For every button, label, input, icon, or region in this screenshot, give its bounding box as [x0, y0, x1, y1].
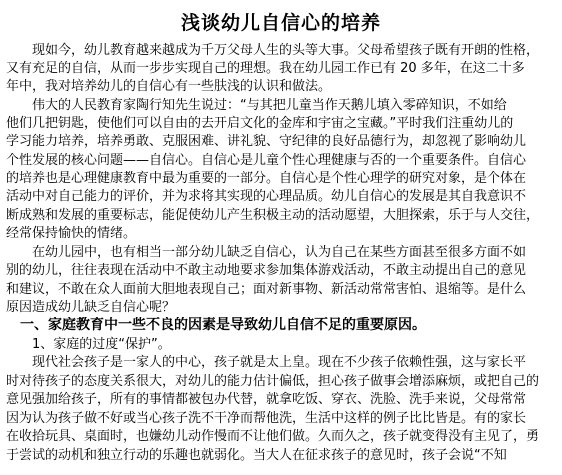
paragraph-line: 伟大的人民教育家陶行知先生说过：“与其把儿童当作天鹅儿填入零碎知识，不如给 — [6, 98, 507, 113]
paragraph-line: 于尝试的动机和独立行动的乐趣也就弱化。当大人在征求孩子的意见时，孩子会说“不知 — [6, 448, 507, 463]
paragraph-line: 学习能力培养，培养勇敢、克服困难、讲礼貌、守纪律的良好品德行为，却忽视了影响幼儿 — [6, 134, 527, 149]
paragraph-line: 在幼儿园中，也有相当一部分幼儿缺乏自信心，认为自己在某些方面甚至很多方面不如 — [6, 245, 527, 260]
paragraph-line: 他们几把钥匙，使他们可以自由的去开启文化的金库和宇宙之宝藏。”平时我们注重幼儿的 — [6, 116, 514, 131]
paragraph-line: 活动中对自己能力的评价，并为求将其实现的心理品质。幼儿自信心的发展是其自我意识不 — [6, 189, 527, 204]
paragraph-line: 的培养也是心理健康教育中最为重要的一部分。自信心是个性心理学的研究对象，是个体在 — [6, 171, 527, 186]
paragraph-line: 意见强加给孩子，所有的事情都被包办代替，就拿吃饭、穿衣、洗脸、洗手来说，父母常常 — [6, 392, 527, 407]
section-heading: 一、家庭教育中一些不良的因素是导致幼儿自信不足的重要原因。 — [6, 317, 426, 333]
paragraph-line: 在收拾玩具、桌面时，也嫌幼儿动作慢而不让他们做。久而久之，孩子就变得没有主见了，勇 — [6, 429, 540, 444]
paragraph-line: 又有充足的自信，从而一步步实现自己的理想。我在幼儿园工作已有 20 多年，在这二十多 — [6, 61, 525, 76]
paragraph-line: 年中，我对培养幼儿的自信心有一些肤浅的认识和做法。 — [6, 79, 332, 94]
paragraph-line: 现如今，幼儿教育越来越成为千万父母人生的头等大事。父母希望孩子既有开朗的性格， — [6, 43, 540, 58]
paragraph-line: 时对待孩子的态度关系很大，对幼儿的能力估计偏低，担心孩子做事会增添麻烦，或把自己的 — [6, 374, 540, 389]
paragraph-line: 和建议，不敢在众人面前大胆地表现自己；面对新事物、新活动常常害怕、退缩等。是什么 — [6, 282, 527, 297]
paragraph-line: 别的幼儿，往往表现在活动中不敢主动地要求参加集体游戏活动，不敢主动提出自己的意见 — [6, 263, 527, 278]
paragraph-line: 断成熟和发展的重要标志，能促使幼儿产生积极主动的活动愿望，大胆探索，乐于与人交往， — [6, 208, 540, 223]
paragraph-line: 个性发展的核心问题——自信心。自信心是儿童个性心理健康与否的一个重要条件。自信心 — [6, 153, 527, 168]
paragraph-line: 经常保持愉快的情绪。 — [6, 226, 137, 241]
paragraph-line: 现代社会孩子是一家人的中心，孩子就是太上皇。现在不少孩子依赖性强，这与家长平 — [6, 355, 527, 370]
document-title: 浅谈幼儿自信心的培养 — [180, 12, 381, 34]
paragraph-line: 因为认为孩子做不好或当心孩子洗不干净而帮他洗，生活中这样的例子比比皆是。有的家长 — [6, 411, 527, 426]
subsection-heading: 1、家庭的过度“保护”。 — [6, 337, 171, 352]
paragraph-line: 原因造成幼儿缺乏自信心呢？ — [6, 300, 176, 315]
